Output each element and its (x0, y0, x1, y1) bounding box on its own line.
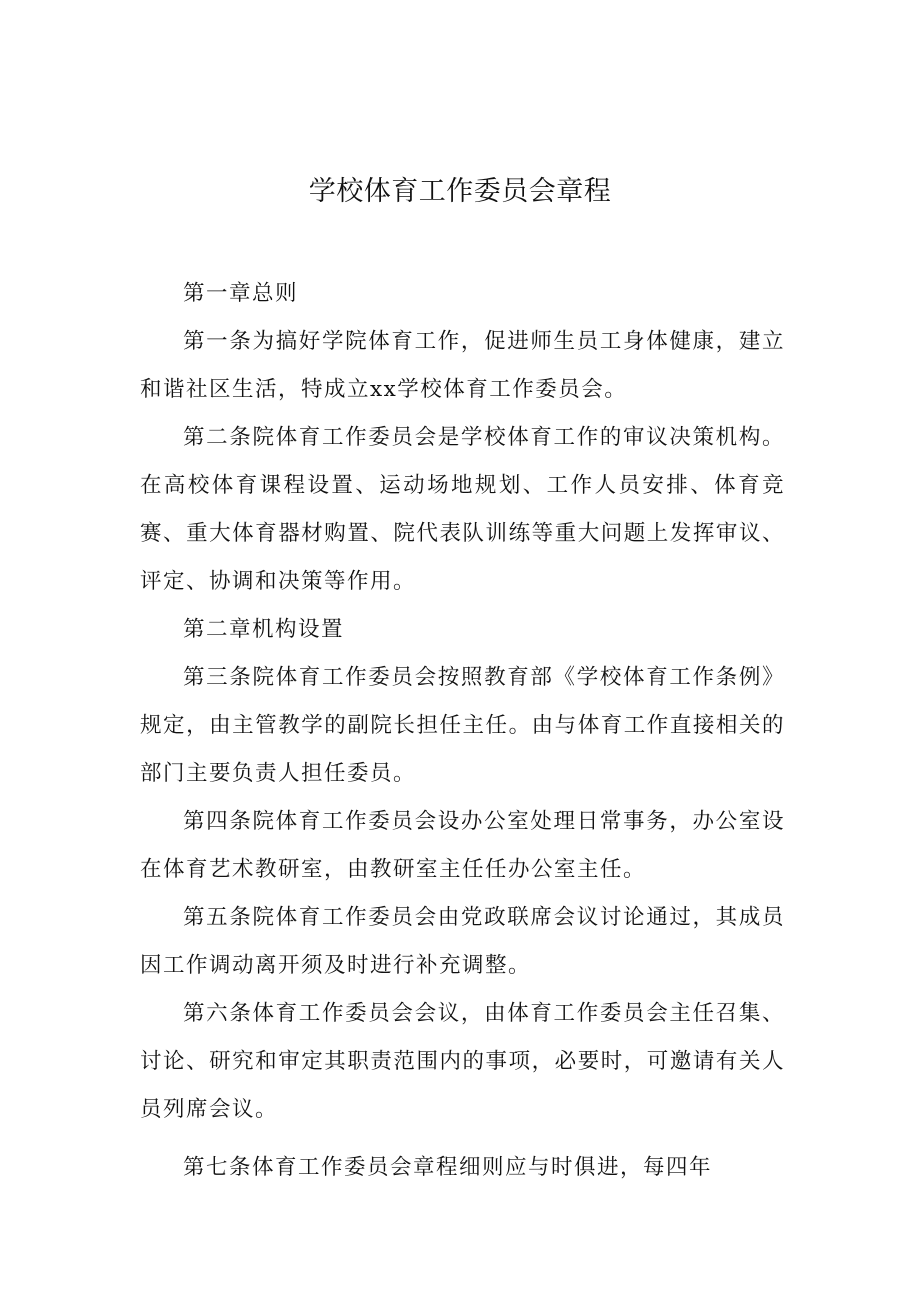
chapter-2-heading: 第二章机构设置 (183, 617, 345, 642)
article-5: 第五条院体育工作委员会由党政联席会议讨论通过，其成员因工作调动离开须及时进行补充调整。 (140, 905, 785, 978)
article-7: 第七条体育工作委员会章程细则应与时俱进，每四年 (183, 1155, 713, 1180)
chapter-1-heading: 第一章总则 (183, 281, 299, 306)
article-3: 第三条院体育工作委员会按照教育部《学校体育工作条例》规定，由主管教学的副院长担任主任。由与体育工作直接相关的部门主要负责人担任委员。 (140, 665, 785, 786)
article-6: 第六条体育工作委员会会议，由体育工作委员会主任召集、讨论、研究和审定其职责范围内的事项，必要时，可邀请有关人员列席会议。 (140, 1001, 785, 1122)
document-title: 学校体育工作委员会章程 (308, 176, 612, 207)
article-4: 第四条院体育工作委员会设办公室处理日常事务，办公室设在体育艺术教研室，由教研室主任任办公室主任。 (140, 809, 785, 882)
document-body (140, 270, 785, 1192)
article-1: 第一条为搞好学院体育工作，促进师生员工身体健康，建立和谐社区生活，特成立xx学校体育工作委员会。 (140, 329, 785, 402)
article-2: 第二条院体育工作委员会是学校体育工作的审议决策机构。在高校体育课程设置、运动场地规划、工作人员安排、体育竞赛、重大体育器材购置、院代表队训练等重大问题上发挥审议、评定、协调和决策等作用。 (140, 425, 785, 594)
